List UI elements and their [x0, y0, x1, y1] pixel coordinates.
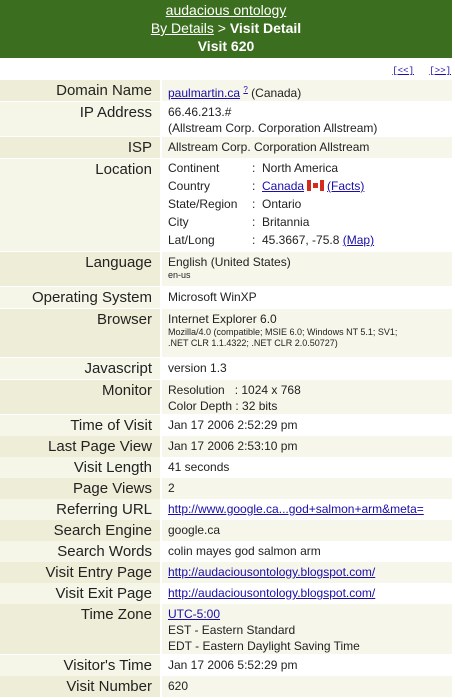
sep: : [252, 179, 256, 193]
time-zone-standard: EST - Eastern Standard [168, 623, 296, 637]
label-javascript: Javascript [84, 360, 152, 377]
row-location [0, 159, 452, 251]
state-value: Ontario [262, 197, 302, 211]
isp-value: Allstream Corp. Corporation Allstream [168, 140, 370, 154]
row-search-engine [0, 520, 452, 541]
ip-value: 66.46.213.# [168, 105, 232, 119]
label-domain-name: Domain Name [56, 82, 152, 99]
row-visit-entry-page [0, 562, 452, 583]
label-browser: Browser [96, 311, 152, 328]
monitor-resolution: Resolution : 1024 x 768 [168, 383, 301, 397]
location-table [168, 159, 378, 249]
sep: : [252, 197, 256, 211]
page-views-value: 2 [168, 481, 175, 495]
label-language: Language [85, 254, 152, 271]
city-value: Britannia [262, 215, 310, 229]
domain-link[interactable]: paulmartin.ca [168, 86, 241, 100]
exit-page-link[interactable]: http://audaciousontology.blogspot.com/ [168, 586, 376, 600]
visit-number-value: 620 [168, 679, 189, 693]
label-monitor: Monitor [101, 382, 152, 399]
label-page-views: Page Views [73, 480, 152, 497]
facts-link[interactable]: (Facts) [327, 179, 365, 193]
map-link[interactable]: (Map) [342, 233, 375, 247]
domain-help-link[interactable]: ? [243, 85, 248, 94]
row-browser [0, 309, 452, 357]
breadcrumb-current: Visit Detail [229, 20, 302, 36]
entry-page-link[interactable]: http://audaciousontology.blogspot.com/ [168, 565, 376, 579]
referring-url-link[interactable]: http://www.google.ca...god+salmon+arm&meta= [168, 502, 424, 516]
sep: : [252, 215, 256, 229]
monitor-color-depth: Color Depth : 32 bits [168, 399, 278, 413]
page-header [0, 0, 452, 58]
search-words-value: colin mayes god salmon arm [168, 544, 321, 558]
visit-length-value: 41 seconds [168, 460, 230, 474]
label-isp: ISP [127, 139, 152, 156]
utc-offset-link[interactable]: UTC-5:00 [168, 607, 221, 621]
label-referring-url: Referring URL [56, 501, 152, 518]
row-time-of-visit [0, 415, 452, 436]
time-zone-daylight: EDT - Eastern Daylight Saving Time [168, 639, 360, 653]
pager [382, 66, 451, 76]
label-visitors-time: Visitor's Time [63, 657, 152, 674]
language-code: en-us [168, 270, 191, 280]
label-search-words: Search Words [57, 543, 152, 560]
label-visit-number: Visit Number [66, 678, 152, 695]
latlong-value: 45.3667, -75.8 [262, 233, 340, 247]
row-operating-system [0, 287, 452, 308]
next-visit-link[interactable]: [>>] [429, 66, 451, 76]
row-page-views [0, 478, 452, 499]
row-visitors-time [0, 655, 452, 676]
sep: : [252, 161, 256, 175]
row-search-words [0, 541, 452, 562]
label-time-zone: Time Zone [80, 606, 152, 623]
ip-org: (Allstream Corp. Corporation Allstream) [168, 121, 378, 135]
row-last-page-view [0, 436, 452, 457]
row-referring-url [0, 499, 452, 520]
label-visit-length: Visit Length [73, 459, 152, 476]
breadcrumb [0, 20, 452, 37]
city-label: City [168, 215, 189, 229]
last-page-view-value: Jan 17 2006 2:53:10 pm [168, 439, 298, 453]
visitors-time-value: Jan 17 2006 5:52:29 pm [168, 658, 298, 672]
row-time-zone [0, 604, 452, 654]
continent-label: Continent [168, 161, 220, 175]
browser-value: Internet Explorer 6.0 [168, 312, 277, 326]
label-operating-system: Operating System [31, 289, 152, 306]
continent-value: North America [262, 161, 339, 175]
row-visit-number [0, 676, 452, 697]
row-monitor [0, 380, 452, 414]
row-language [0, 252, 452, 286]
latlong-label: Lat/Long [168, 233, 215, 247]
os-value: Microsoft WinXP [168, 290, 257, 304]
row-domain-name [0, 80, 452, 101]
sep: : [252, 233, 256, 247]
row-isp [0, 137, 452, 158]
label-time-of-visit: Time of Visit [70, 417, 152, 434]
javascript-value: version 1.3 [168, 361, 227, 375]
prev-visit-link[interactable]: [<<] [392, 66, 414, 76]
row-visit-length [0, 457, 452, 478]
label-search-engine: Search Engine [53, 522, 152, 539]
label-location: Location [95, 161, 152, 178]
user-agent-line-1: Mozilla/4.0 (compatible; MSIE 6.0; Windows NT 5.1; SV1; [168, 327, 398, 337]
user-agent-line-2: .NET CLR 1.1.4322; .NET CLR 2.0.50727) [168, 338, 338, 348]
time-of-visit-value: Jan 17 2006 2:52:29 pm [168, 418, 298, 432]
row-visit-exit-page [0, 583, 452, 604]
language-value: English (United States) [168, 255, 291, 269]
page-title: Visit 620 [197, 38, 255, 54]
domain-country: (Canada) [247, 86, 302, 100]
breadcrumb-separator: > [213, 20, 230, 36]
label-last-page-view: Last Page View [48, 438, 152, 455]
country-label: Country [168, 179, 211, 193]
state-label: State/Region [168, 197, 238, 211]
country-link[interactable]: Canada [262, 179, 305, 193]
label-visit-entry-page: Visit Entry Page [45, 564, 152, 581]
search-engine-value: google.ca [168, 523, 221, 537]
breadcrumb-by-details[interactable]: By Details [150, 20, 214, 36]
row-ip-address [0, 102, 452, 136]
label-ip-address: IP Address [79, 104, 152, 121]
canada-flag-icon [307, 180, 324, 191]
label-visit-exit-page: Visit Exit Page [55, 585, 152, 602]
row-javascript [0, 358, 452, 379]
site-link[interactable]: audacious ontology [165, 2, 287, 18]
